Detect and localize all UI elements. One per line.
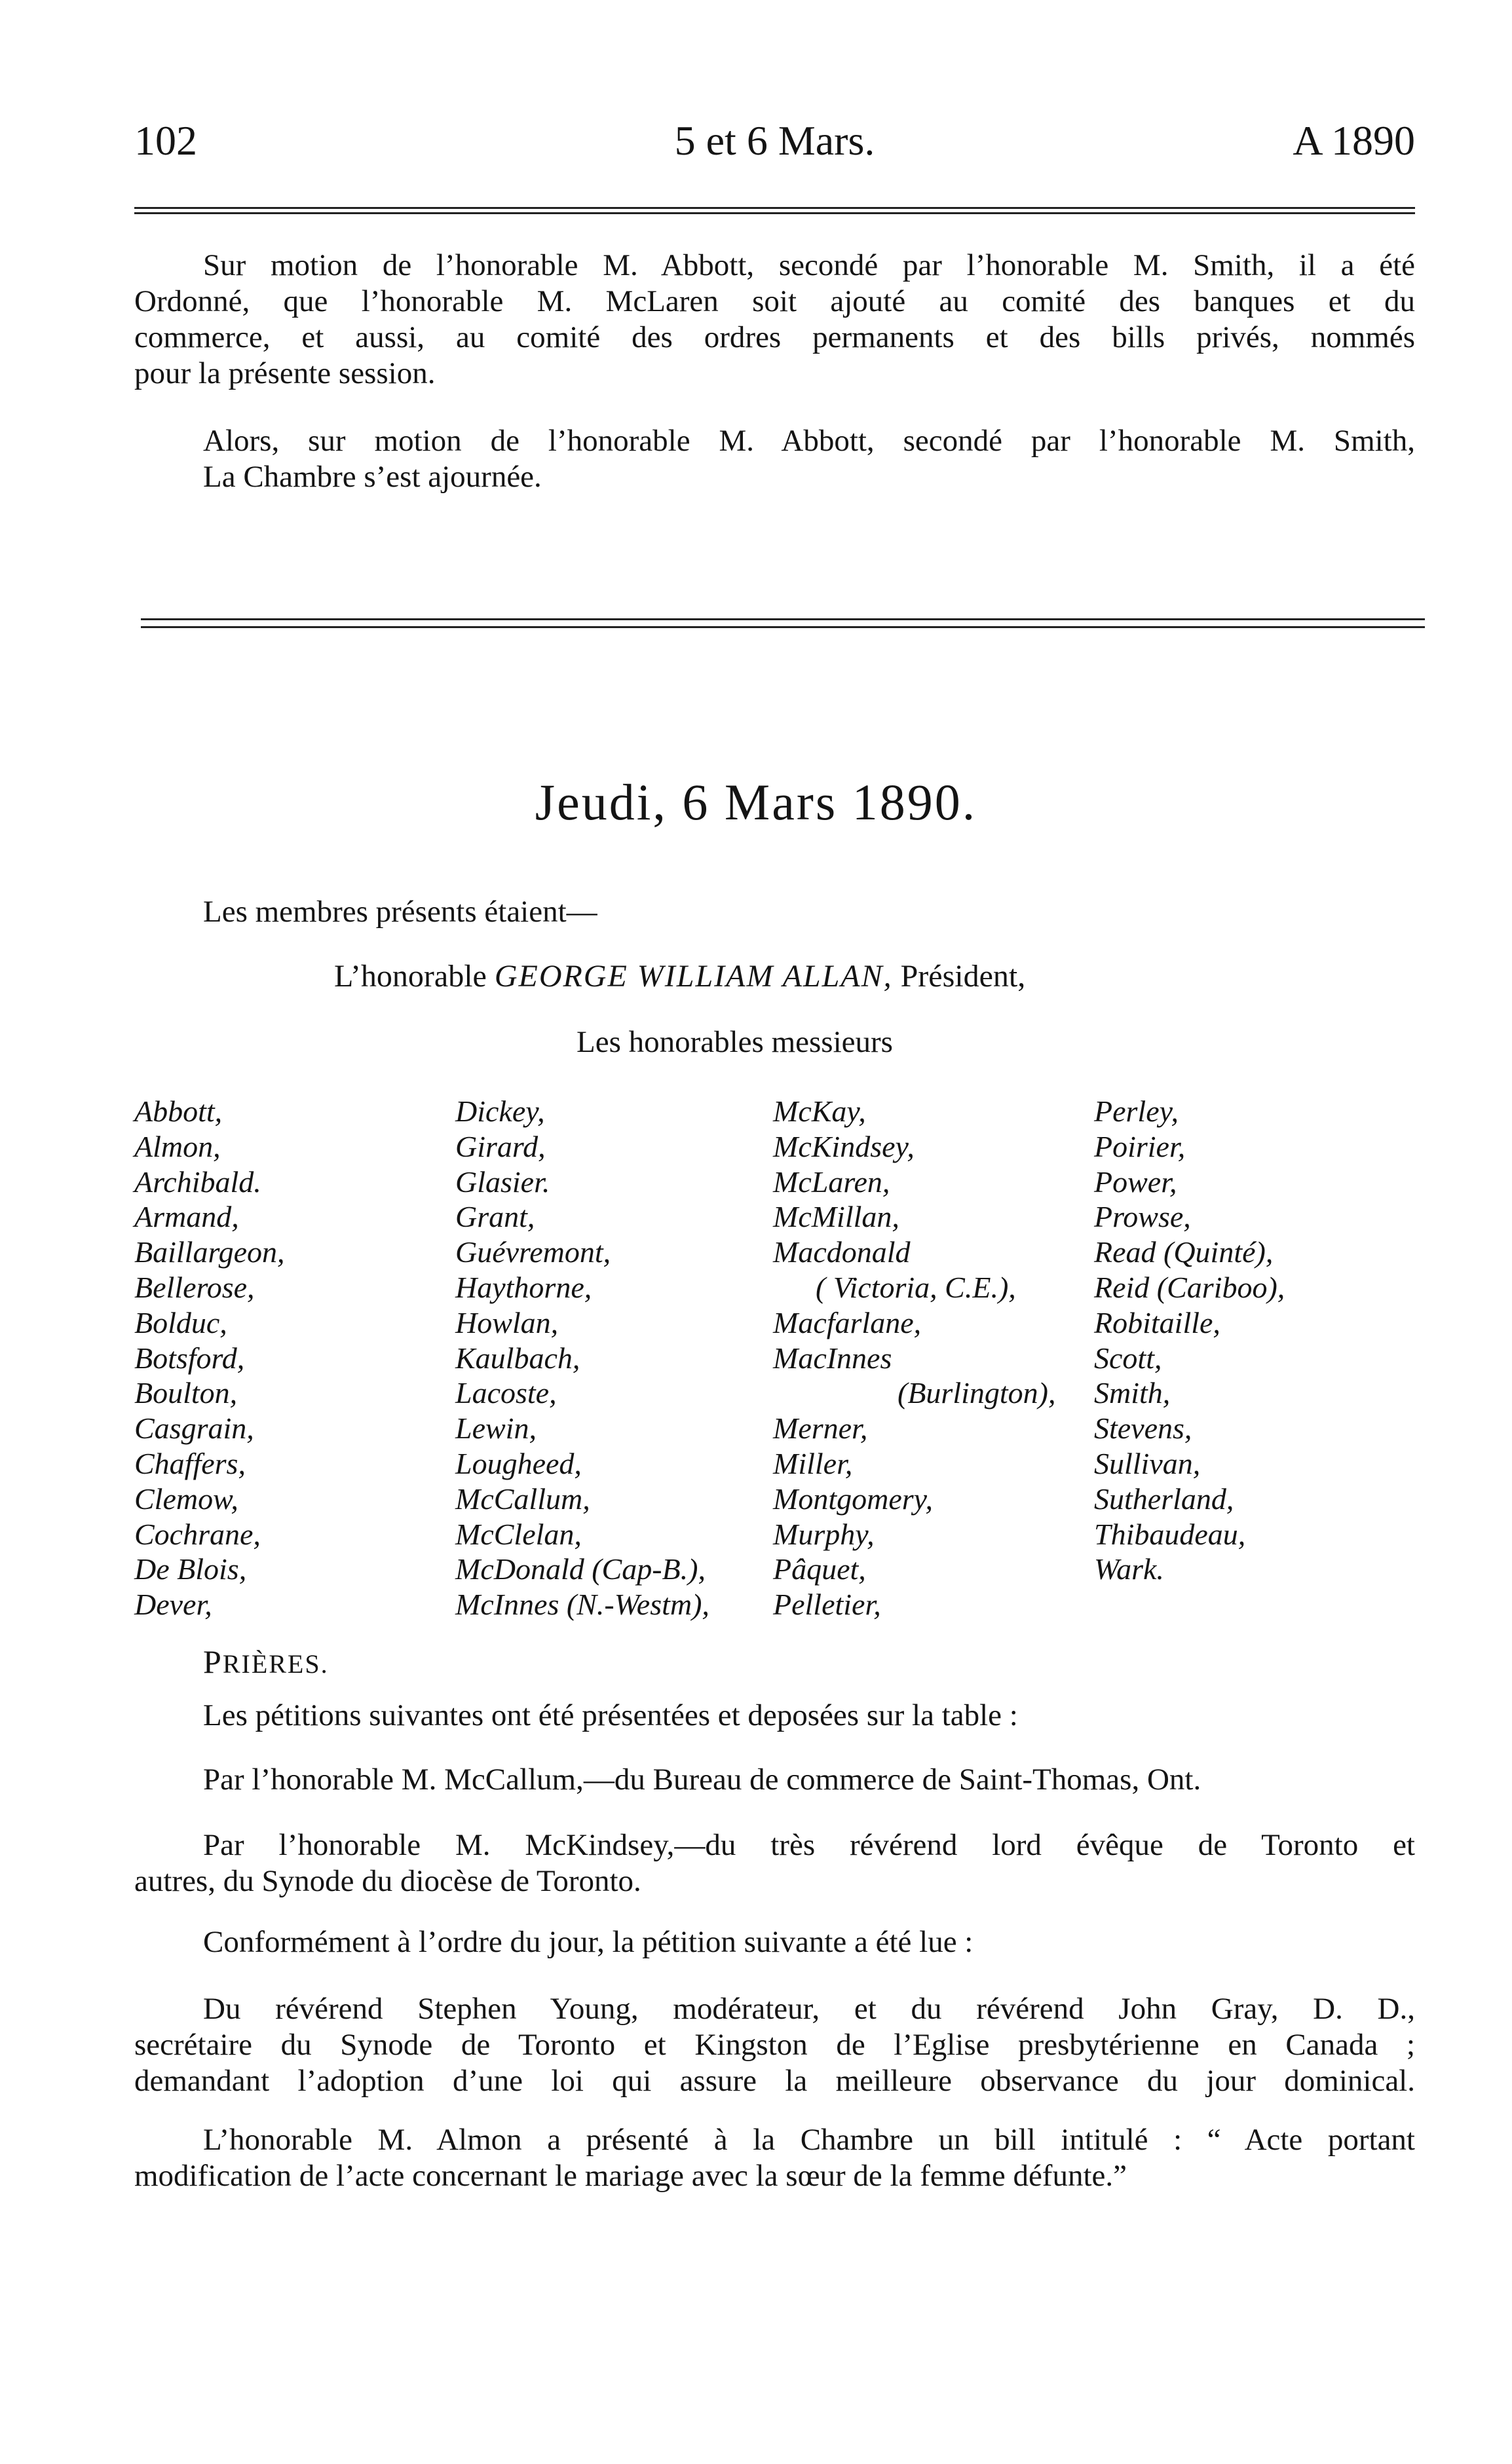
para6-line1: Conformément à l’ordre du jour, la pétition suivante a été lue : [203, 1925, 973, 1959]
member-name: (Burlington), [898, 1376, 1056, 1410]
paragraph-order-of-day [134, 1924, 1415, 1960]
member-name: McMillan, [773, 1200, 899, 1234]
member-name: Macfarlane, [773, 1305, 922, 1339]
para8-line2: modification de l’acte concernant le mariage avec la sœur de la femme défunte.” [134, 2159, 1127, 2193]
member-name: Read (Quinté), [1094, 1235, 1274, 1269]
member-name: McKay, [773, 1094, 866, 1128]
header-year: A 1890 [1293, 117, 1415, 164]
members-column-3 [773, 1094, 1055, 1622]
member-name: Pâquet, [773, 1552, 866, 1586]
member-name: De Blois, [134, 1552, 247, 1586]
paragraph-mckindsey-petition [134, 1827, 1415, 1899]
member-name: McLaren, [773, 1165, 890, 1199]
member-name: Pelletier, [773, 1588, 881, 1622]
member-name: Wark. [1094, 1552, 1164, 1586]
member-name: Lougheed, [455, 1446, 582, 1480]
member-name: Sullivan, [1094, 1446, 1201, 1480]
para7-line3: demandant l’adoption d’une loi qui assure la meilleure observance du jour dominical. [134, 2064, 1415, 2098]
member-name: Howlan, [455, 1305, 559, 1339]
paragraph-mccallum-petition [134, 1762, 1415, 1798]
para8-line1: L’honorable M. Almon a présenté à la Chambre un bill intitulé : “ Acte portant [203, 2123, 1415, 2157]
member-name: Guévremont, [455, 1235, 611, 1269]
section-rule-top [141, 618, 1425, 620]
para5-line2: autres, du Synode du diocèse de Toronto. [134, 1864, 641, 1898]
page-header [134, 117, 1415, 169]
para1-line3: commerce, et aussi, au comité des ordres permanents et des bills privés, nommés [134, 320, 1415, 354]
member-name: Chaffers, [134, 1446, 246, 1480]
member-name: McDonald (Cap-B.), [455, 1552, 706, 1586]
member-name: Clemow, [134, 1482, 238, 1516]
member-name: Merner, [773, 1411, 868, 1446]
member-name: Stevens, [1094, 1411, 1192, 1446]
president-prefix: L’honorable [334, 959, 487, 994]
members-column-1 [134, 1094, 285, 1622]
member-name: MacInnes [773, 1341, 892, 1375]
paragraph-synod-petition [134, 1991, 1415, 2099]
member-name: Dickey, [455, 1094, 545, 1128]
member-name: Grant, [455, 1200, 535, 1234]
para7-line2: secrétaire du Synode de Toronto et Kingston de l’Eglise presbytérienne en Canada ; [134, 2028, 1415, 2062]
member-name: Smith, [1094, 1376, 1171, 1410]
member-name: Lacoste, [455, 1376, 557, 1410]
header-rule-top [134, 207, 1415, 209]
member-name: Haythorne, [455, 1270, 592, 1304]
member-name: Glasier. [455, 1165, 550, 1199]
para1-line4: pour la présente session. [134, 356, 436, 390]
member-name: Armand, [134, 1200, 239, 1234]
member-name: Scott, [1094, 1341, 1162, 1375]
member-name: ( Victoria, C.E.), [816, 1270, 1016, 1304]
member-name: Thibaudeau, [1094, 1517, 1246, 1551]
member-name: Poirier, [1094, 1129, 1186, 1163]
honorables-label: Les honorables messieurs [576, 1025, 893, 1059]
header-rule-bottom [134, 212, 1415, 214]
member-name: Baillargeon, [134, 1235, 285, 1269]
para1-line2: Ordonné, que l’honorable M. McLaren soit ajouté au comité des banques et du [134, 284, 1415, 318]
para4-line1: Par l’honorable M. McCallum,—du Bureau de commerce de Saint-Thomas, Ont. [203, 1763, 1201, 1797]
president-name: GEORGE WILLIAM ALLAN, [494, 959, 893, 994]
member-name: McCallum, [455, 1482, 590, 1516]
page-number: 102 [134, 117, 197, 164]
para2-line2: La Chambre s’est ajournée. [203, 460, 542, 494]
members-column-2 [455, 1094, 709, 1622]
member-name: Perley, [1094, 1094, 1179, 1128]
members-list [134, 1094, 1415, 1624]
member-name: Girard, [455, 1129, 546, 1163]
members-column-4 [1094, 1094, 1285, 1622]
para1-line1: Sur motion de l’honorable M. Abbott, secondé par l’honorable M. Smith, il a été [203, 248, 1415, 282]
president-title: Président, [900, 959, 1026, 994]
para2-line1: Alors, sur motion de l’honorable M. Abbott, secondé par l’honorable M. Smith, [203, 424, 1415, 458]
member-name: Almon, [134, 1129, 221, 1163]
member-name: Cochrane, [134, 1517, 261, 1551]
member-name: Archibald. [134, 1165, 261, 1199]
para5-line1: Par l’honorable M. McKindsey,—du très révérend lord évêque de Toronto et [203, 1828, 1415, 1862]
member-name: Abbott, [134, 1094, 223, 1128]
member-name: Montgomery, [773, 1482, 934, 1516]
member-name: McKindsey, [773, 1129, 915, 1163]
para3-line1: Les pétitions suivantes ont été présentées et deposées sur la table : [203, 1698, 1018, 1732]
member-name: Power, [1094, 1165, 1177, 1199]
para7-line1: Du révérend Stephen Young, modérateur, et du révérend John Gray, D. D., [203, 1992, 1415, 2026]
members-present-label: Les membres présents étaient— [203, 895, 597, 929]
member-name: Reid (Cariboo), [1094, 1270, 1285, 1304]
member-name: Macdonald [773, 1235, 911, 1269]
member-name: Prowse, [1094, 1200, 1191, 1234]
section-rule-bottom [141, 626, 1425, 628]
header-date: 5 et 6 Mars. [674, 117, 875, 164]
member-name: Lewin, [455, 1411, 537, 1446]
paragraph-petitions-presented [134, 1698, 1415, 1734]
member-name: McClelan, [455, 1517, 582, 1551]
prayers-heading: PRIÈRES. [203, 1643, 329, 1680]
member-name: Kaulbach, [455, 1341, 580, 1375]
member-name: Bellerose, [134, 1270, 255, 1304]
member-name: Miller, [773, 1446, 853, 1480]
paragraph-adjournment [134, 423, 1415, 495]
member-name: Boulton, [134, 1376, 238, 1410]
member-name: Robitaille, [1094, 1305, 1220, 1339]
member-name: McInnes (N.-Westm), [455, 1588, 709, 1622]
member-name: Bolduc, [134, 1305, 227, 1339]
member-name: Casgrain, [134, 1411, 254, 1446]
member-name: Murphy, [773, 1517, 875, 1551]
member-name: Sutherland, [1094, 1482, 1234, 1516]
member-name [1094, 1587, 1285, 1622]
paragraph-mclaren-committee [134, 248, 1415, 392]
paragraph-almon-bill [134, 2122, 1415, 2194]
day-title: Jeudi, 6 Mars 1890. [535, 774, 977, 831]
president-line [334, 958, 1025, 994]
member-name: Dever, [134, 1588, 212, 1622]
member-name: Botsford, [134, 1341, 245, 1375]
